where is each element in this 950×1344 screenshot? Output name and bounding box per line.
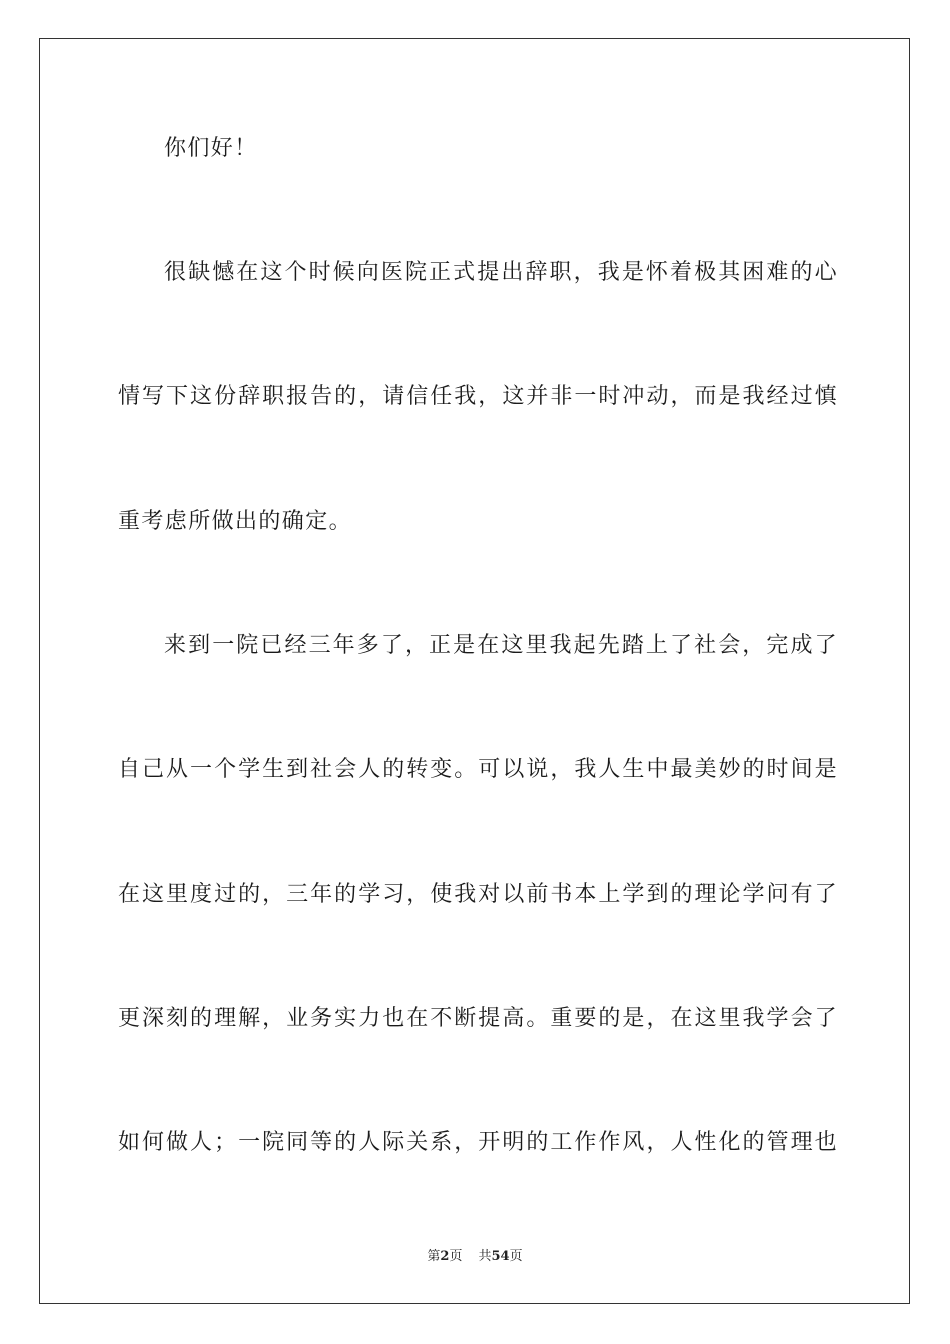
page-footer	[0, 1248, 950, 1266]
paragraph-1-line-2: 情写下这份辞职报告的，请信任我，这并非一时冲动，而是我经过慎	[118, 384, 838, 409]
paragraph-2-line-5: 如何做人；一院同等的人际关系，开明的工作作风，人性化的管理也	[118, 1130, 838, 1155]
footer-page-number: 2	[440, 1249, 450, 1264]
greeting-line: 你们好！	[164, 136, 258, 161]
footer-total-suffix: 页	[509, 1249, 523, 1264]
paragraph-1-line-1: 很缺憾在这个时候向医院正式提出辞职，我是怀着极其困难的心	[164, 260, 838, 285]
footer-page-suffix: 页	[449, 1249, 463, 1264]
footer-total-prefix: 共	[478, 1249, 492, 1264]
paragraph-2-line-3: 在这里度过的，三年的学习，使我对以前书本上学到的理论学问有了	[118, 882, 838, 907]
paragraph-2-line-1: 来到一院已经三年多了，正是在这里我起先踏上了社会，完成了	[164, 633, 838, 658]
footer-total-pages: 54	[491, 1249, 510, 1264]
paragraph-2-line-2: 自己从一个学生到社会人的转变。可以说，我人生中最美妙的时间是	[118, 757, 838, 782]
footer-page-prefix: 第	[427, 1249, 441, 1264]
page-frame	[39, 38, 910, 1304]
paragraph-2-line-4: 更深刻的理解，业务实力也在不断提高。重要的是，在这里我学会了	[118, 1006, 838, 1031]
paragraph-1-line-3: 重考虑所做出的确定。	[118, 509, 353, 534]
